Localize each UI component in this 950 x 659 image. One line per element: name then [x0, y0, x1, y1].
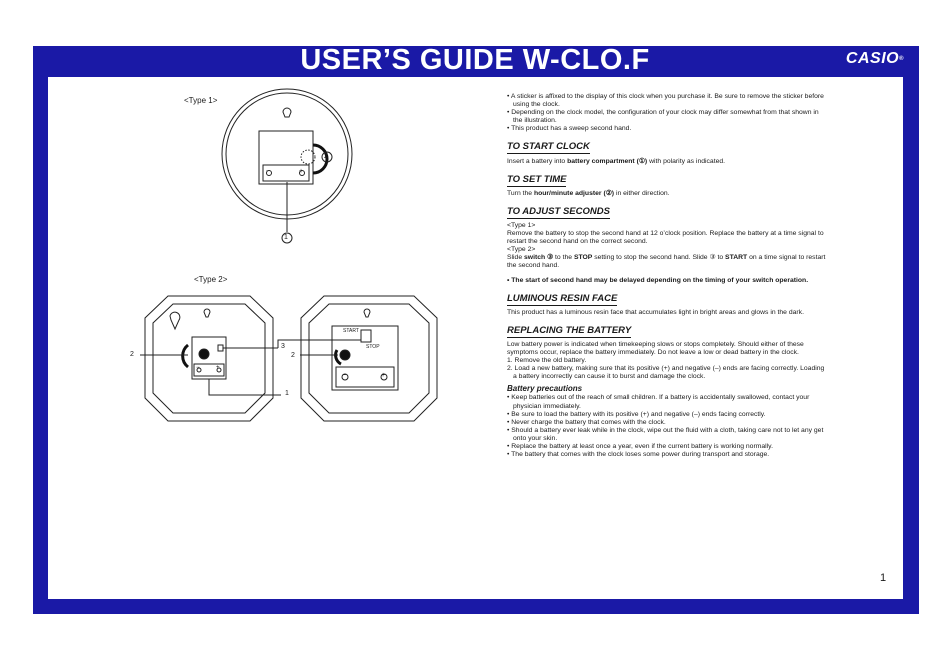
- precaution-item: • Never charge the battery that comes with the clock.: [507, 418, 666, 426]
- replacing-step: 1. Remove the old battery.: [507, 357, 587, 365]
- precaution-item: • The battery that comes with the clock loses some power during transport and storage.: [507, 451, 770, 459]
- type2-label: <Type 2>: [194, 275, 228, 284]
- luminous-heading: LUMINOUS RESIN FACE: [507, 292, 618, 304]
- replacing-text: Low battery power is indicated when timekeeping slows or stops completely. Should either of these symptoms occur, replace the battery immediately. Do not leave a low or dead battery in the clock.: [507, 340, 804, 356]
- precaution-item: • Should a battery ever leak while in the clock, wipe out the fluid with a cloth, taking care not to let any get onto your skin.: [507, 426, 824, 442]
- battery-minus-type2-left: −: [196, 365, 200, 371]
- set-time-text: Turn the hour/minute adjuster (②) in either direction.: [507, 189, 670, 197]
- start-clock-heading: TO START CLOCK: [507, 141, 590, 153]
- adjust-type2-label: <Type 2>: [507, 246, 536, 254]
- type1-clock-back: [222, 89, 352, 243]
- intro-item: • This product has a sweep second hand.: [507, 125, 632, 133]
- page-title: USER’S GUIDE W-CLO.F: [300, 44, 650, 76]
- battery-plus-type2-right: +: [381, 372, 386, 379]
- precautions-heading: Battery precautions: [507, 384, 583, 394]
- type2-clock-left: [140, 296, 281, 421]
- replacing-heading: REPLACING THE BATTERY: [507, 324, 632, 336]
- page-number: 1: [880, 572, 887, 584]
- precaution-item: • Be sure to load the battery with its positive (+) and negative (–) ends facing correctly.: [507, 410, 766, 418]
- callout-2-type1: 2: [324, 153, 328, 160]
- luminous-text: This product has a luminous resin face that accumulates light in bright areas and glows in the dark.: [507, 308, 804, 316]
- intro-item: • A sticker is affixed to the display of this clock when you purchase it. Be sure to remove the sticker before using the clock.: [507, 93, 824, 109]
- adjust-note: • The start of second hand may be delayed depending on the timing of your switch operation.: [507, 276, 809, 284]
- type1-label: <Type 1>: [184, 96, 218, 105]
- precaution-item: • Keep batteries out of the reach of small children. If a battery is accidentally swallowed, contact your physician immediately.: [507, 394, 810, 410]
- adjust-seconds-heading: TO ADJUST SECONDS: [507, 205, 610, 217]
- callout-3-type2: 3: [281, 343, 285, 350]
- start-label: START: [343, 328, 359, 334]
- start-clock-text: Insert a battery into battery compartment (①) with polarity as indicated.: [507, 157, 726, 165]
- battery-plus-type1: +: [299, 168, 304, 175]
- replacing-step: 2. Load a new battery, making sure that its positive (+) and negative (–) ends are facing correctly. Loading a battery incorrectly can cause it to burst and damage the clock.: [507, 365, 825, 381]
- adjust-type2-text: Slide switch ③ to the STOP setting to stop the second hand. Slide ③ to START on a time signal to restart the second hand.: [507, 254, 826, 270]
- registered-mark: ®: [899, 55, 904, 62]
- callout-2-type2-right: 2: [291, 352, 295, 359]
- precaution-item: • Replace the battery at least once a year, even if the current battery is working normally.: [507, 443, 773, 450]
- set-time-heading: TO SET TIME: [507, 173, 567, 185]
- callout-1-type1: 1: [284, 234, 288, 241]
- callout-2-type2-left: 2: [130, 351, 134, 358]
- battery-plus-type2-left: +: [216, 365, 220, 371]
- adjust-type1-label: <Type 1>: [507, 221, 536, 229]
- adjust-type1-text: Remove the battery to stop the second hand at 12 o’clock position. Replace the battery at a time signal to restart the second hand on the correct second.: [507, 230, 824, 246]
- brand-text: CASIO: [845, 50, 900, 67]
- battery-minus-type2-right: −: [342, 372, 347, 379]
- callout-1-type2: 1: [285, 390, 289, 397]
- intro-item: • Depending on the clock model, the configuration of your clock may differ somewhat from that shown in the illustration.: [507, 109, 819, 125]
- instructions-column: [507, 93, 827, 459]
- stop-label: STOP: [366, 344, 380, 350]
- battery-minus-type1: −: [266, 168, 271, 175]
- type2-clock-right: [278, 296, 437, 421]
